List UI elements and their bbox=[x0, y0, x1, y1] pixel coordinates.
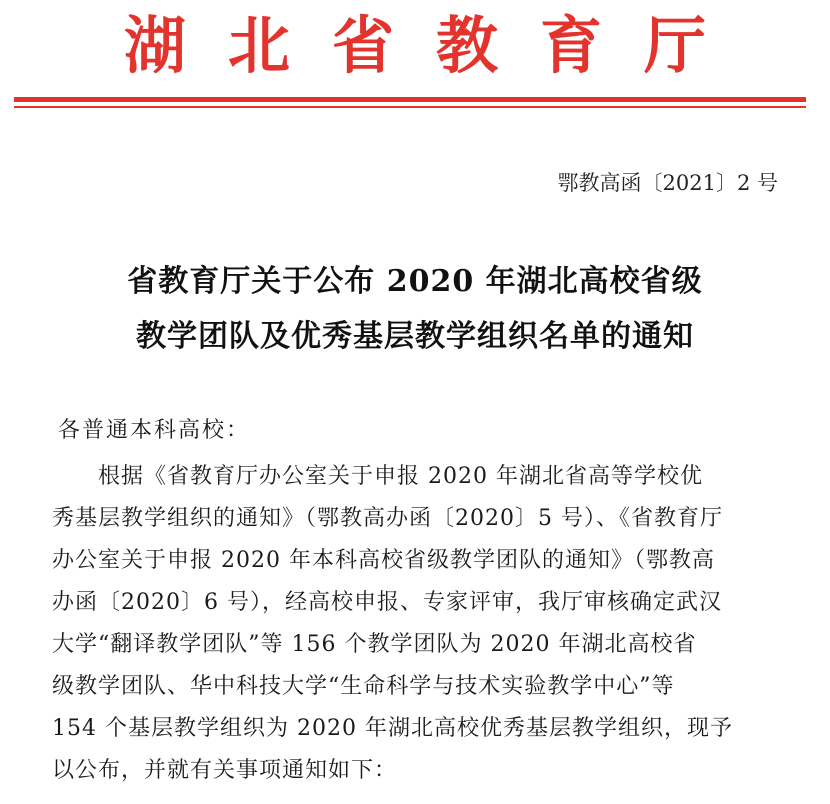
body-paragraph bbox=[52, 456, 812, 792]
document-title-line: 省教育厅关于公布 2020 年湖北高校省级 bbox=[127, 264, 703, 299]
salutation: 各普通本科高校： bbox=[58, 418, 251, 443]
body-line: 大学“翻译教学团队”等 156 个教学团队为 2020 年湖北高校省 bbox=[52, 632, 697, 657]
body-line: 办公室关于申报 2020 年本科高校省级教学团队的通知》（鄂教高 bbox=[52, 548, 715, 573]
body-line: 秀基层教学组织的通知》（鄂教高办函〔2020〕5 号）、《省教育厅 bbox=[52, 506, 723, 531]
letterhead-char: 厅 bbox=[643, 9, 706, 82]
letterhead-char: 省 bbox=[331, 9, 394, 82]
body-line: 根据《省教育厅办公室关于申报 2020 年湖北省高等学校优 bbox=[52, 464, 703, 489]
letterhead-title bbox=[0, 6, 830, 86]
body-line: 级教学团队、华中科技大学“生命科学与技术实验教学中心”等 bbox=[52, 674, 675, 699]
letterhead-rule-thin bbox=[14, 106, 806, 108]
document-number: 鄂教高函〔2021〕2 号 bbox=[557, 171, 778, 195]
body-line: 154 个基层教学组织为 2020 年湖北高校优秀基层教学组织，现予 bbox=[52, 716, 733, 741]
letterhead-char: 教 bbox=[435, 9, 498, 82]
document-title-line: 教学团队及优秀基层教学组织名单的通知 bbox=[136, 319, 694, 354]
letterhead-char: 育 bbox=[539, 9, 602, 82]
letterhead-char: 北 bbox=[227, 9, 290, 82]
body-line: 以公布，并就有关事项通知如下： bbox=[52, 758, 398, 783]
letterhead-char: 湖 bbox=[123, 9, 186, 82]
letterhead-rule-thick bbox=[14, 97, 806, 102]
document-title bbox=[0, 254, 830, 364]
body-line: 办函〔2020〕6 号），经高校申报、专家评审，我厅审核确定武汉 bbox=[52, 590, 722, 615]
